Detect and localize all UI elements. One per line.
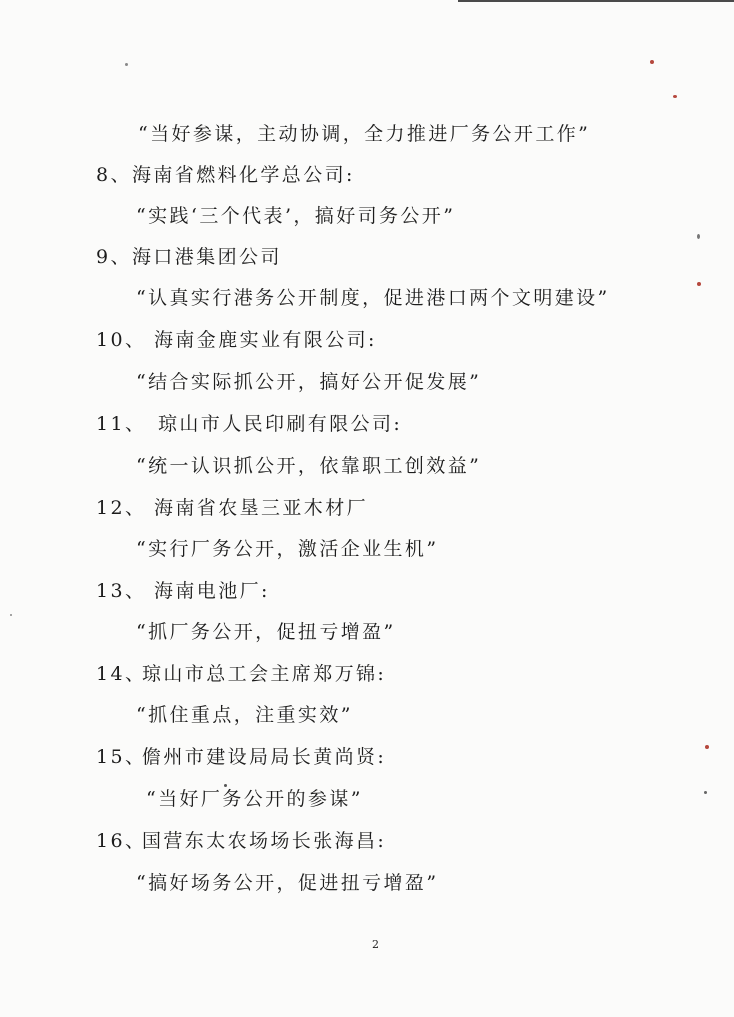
- slogan-line: [136, 537, 438, 561]
- list-item: [96, 662, 386, 686]
- slogan-text: “结合实际抓公开，搞好公开促发展”: [136, 371, 482, 393]
- slogan-line: [136, 370, 481, 394]
- slogan-text: “搞好场务公开，促进扭亏增盈”: [136, 872, 439, 894]
- list-item: [96, 163, 355, 187]
- item-title: 海南省燃料化学总公司:: [132, 164, 355, 186]
- slogan-text: “实践‘三个代表’，搞好司务公开”: [136, 205, 456, 227]
- scan-speck: [224, 784, 227, 787]
- item-number: 16、: [96, 830, 147, 852]
- slogan-line: [138, 122, 590, 146]
- slogan-line: [136, 871, 438, 895]
- scan-edge-line: [458, 0, 734, 2]
- slogan-line: [136, 286, 610, 310]
- list-item: [96, 245, 282, 269]
- list-item: [96, 412, 402, 436]
- item-number: 11、: [96, 413, 147, 435]
- scan-speck: [697, 282, 701, 286]
- item-title: 海口港集团公司: [132, 246, 282, 268]
- slogan-text: “当好厂务公开的参谋”: [146, 788, 363, 810]
- item-title: 海南金鹿实业有限公司:: [154, 329, 377, 351]
- slogan-text: “统一认识抓公开，依靠职工创效益”: [136, 455, 482, 477]
- item-number: 13、: [96, 580, 147, 602]
- slogan-line: [136, 454, 481, 478]
- item-number: 12、: [96, 497, 147, 519]
- scan-speck: [697, 234, 700, 239]
- item-title: 琼山市总工会主席郑万锦:: [142, 663, 387, 685]
- item-number: 9、: [96, 246, 132, 268]
- list-item: [96, 829, 386, 853]
- slogan-text: “抓厂务公开，促扭亏增盈”: [136, 621, 396, 643]
- item-title: 儋州市建设局局长黄尚贤:: [142, 746, 387, 768]
- scan-speck: [673, 95, 677, 98]
- slogan-line: [146, 787, 363, 811]
- item-title: 琼山市人民印刷有限公司:: [158, 413, 403, 435]
- item-title: 海南省农垦三亚木材厂: [154, 497, 369, 519]
- item-number: 8、: [96, 164, 132, 186]
- slogan-text: “实行厂务公开，激活企业生机”: [136, 538, 439, 560]
- list-item: [96, 496, 368, 520]
- scan-speck: [704, 791, 707, 794]
- list-item: [96, 328, 377, 352]
- slogan-line: [136, 620, 396, 644]
- scan-speck: [705, 745, 709, 749]
- item-title: 国营东太农场场长张海昌:: [142, 830, 387, 852]
- scan-speck: [10, 614, 12, 616]
- item-number: 14、: [96, 663, 147, 685]
- list-item: [96, 579, 270, 603]
- slogan-text: “当好参谋，主动协调，全力推进厂务公开工作”: [138, 123, 591, 145]
- page-number: 2: [372, 938, 379, 951]
- slogan-text: “抓住重点，注重实效”: [136, 704, 353, 726]
- scan-speck: [125, 63, 128, 66]
- slogan-line: [136, 703, 353, 727]
- slogan-text: “认真实行港务公开制度，促进港口两个文明建设”: [136, 287, 610, 309]
- item-number: 15、: [96, 746, 147, 768]
- item-title: 海南电池厂:: [154, 580, 270, 602]
- list-item: [96, 745, 386, 769]
- slogan-line: [136, 204, 455, 228]
- scan-speck: [650, 60, 654, 64]
- item-number: 10、: [96, 329, 147, 351]
